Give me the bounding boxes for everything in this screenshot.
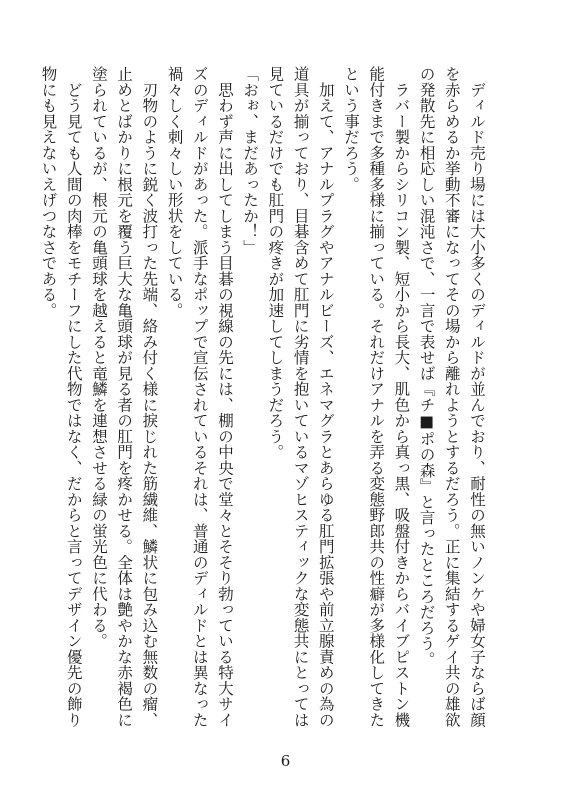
text-line: 止めとばかりに根元を覆う巨大な亀頭球が見る者の肛門を疼かせる。全体は艶やかな赤褐色に [115,66,134,728]
text-line: ラバー製からシリコン製、短小から長大、肌色から真っ黒、吸盤付きからバイブピストン機 [392,66,411,728]
text-line: を赤らめるか挙動不審になってその場から離れようとするだろう。正に集結するゲイ共の雄欲 [442,66,461,728]
text-line: 道具が揃っており、目碁含めて肛門に劣情を抱いているマゾヒスティックな変態共にとっては [291,66,310,728]
text-line: 塗られているが、根元の亀頭球を越えると竜鱗を連想させる緑の蛍光色に代わる。 [89,66,108,649]
text-line: の発散先に相応しい混沌さで、一言で表せば『チ■ポの森』と言ったところだろう。 [417,66,436,667]
text-line: 加えて、アナルプラグやアナルビーズ、エネマグラとあらゆる肛門拡張や前立腺責めの為の [316,66,335,728]
text-line: という事だろう。 [341,66,360,192]
text-line: 見ているだけでも肛門の疼きが加速してしまうだろう。 [266,66,285,460]
text-line: 「おぉ、まだあったか！」 [241,66,260,255]
text-line: 思わず声に出してしまう目碁の視線の先には、棚の中央で堂々とそそり勃っている特大サイ [215,66,234,728]
text-line: ディルド売り場には大小多くのディルドが並んでおり、耐性の無いノンケや婦女子ならば顔 [468,66,486,728]
text-line: 刃物のように鋭く波打った先端、絡み付く様に捩じれた筋繊維、鱗状に包み込む無数の瘤、 [140,66,159,728]
text-line: 能付きまで多種多様に揃っている。それだけアナルを弄る変態野郎共の性癖が多様化してきた [367,66,386,728]
text-line: 禍々しく刺々しい形状をしている。 [165,66,184,318]
page-number: 6 [280,752,291,770]
text-line: どう見ても人間の肉棒をモチーフにした代物ではなく、だからと言ってデザイン優先の飾り [64,66,83,728]
text-line: 物にも見えないえげつなさである。 [39,66,58,318]
body-text [35,66,489,728]
text-line: ズのディルドがあった。派手なポップで宣伝されているそれは、普通のディルドとは異なった [190,66,209,728]
